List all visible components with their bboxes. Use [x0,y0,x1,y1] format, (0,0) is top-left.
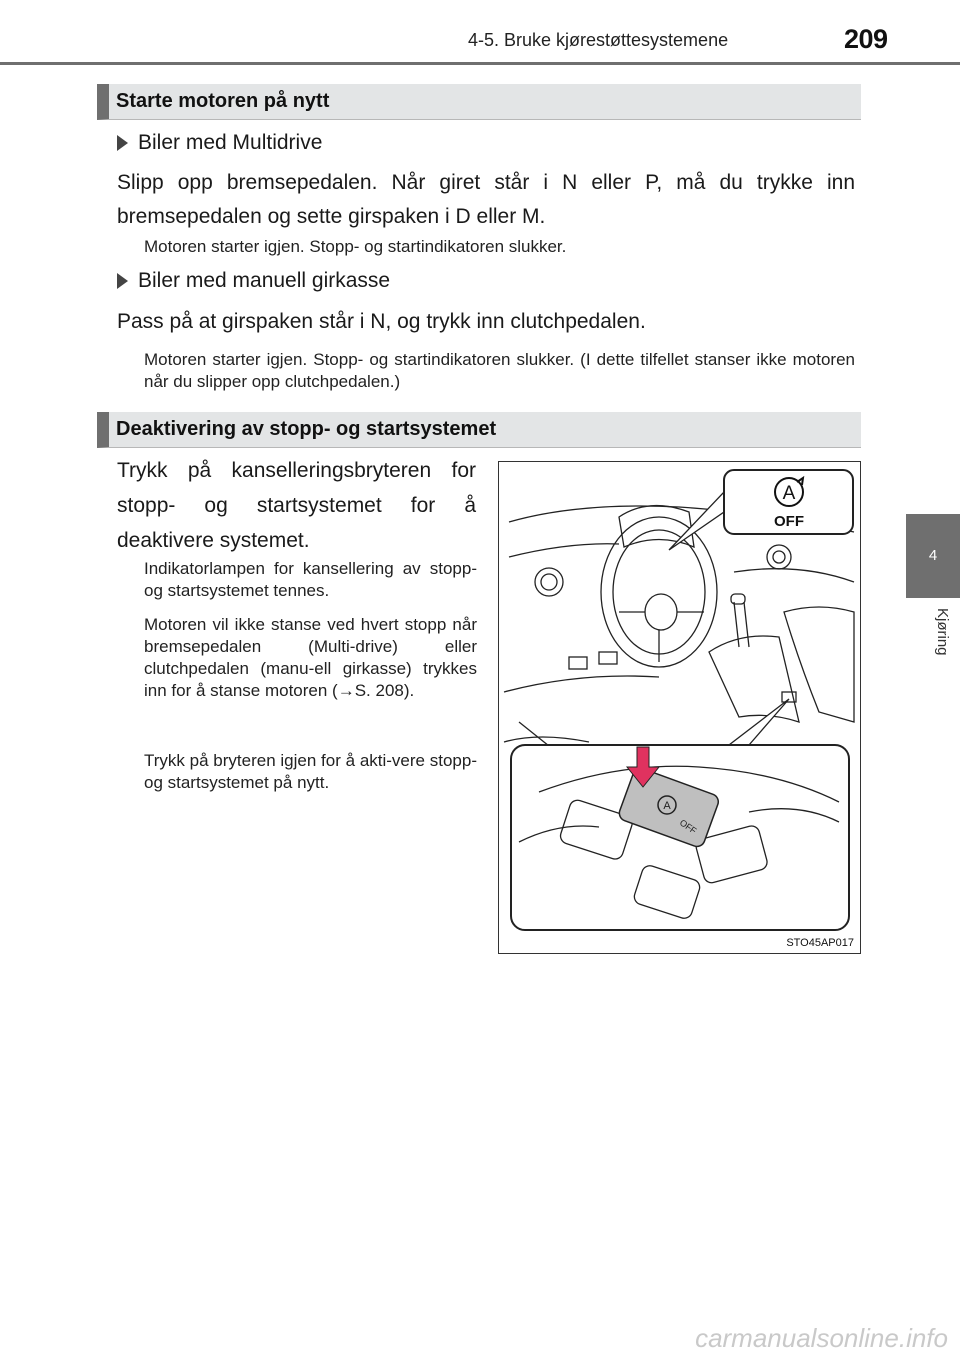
bullet-multidrive [117,131,322,155]
section-heading-text: Starte motoren på nytt [116,90,330,112]
svg-text:A: A [663,800,671,812]
page-number: 209 [844,24,888,54]
bullet-text: Biler med Multidrive [138,131,323,154]
chapter-label: Kjøring [934,608,951,656]
header-section-title: 4-5. Bruke kjørestøttesystemene [468,30,729,50]
note: Indikatorlampen for kansellering av stopp- og startsystemet tennes. [144,559,477,600]
section-heading-deactivate [97,412,861,448]
paragraph: Slipp opp bremsepedalen. Når giret står i N eller P, må du trykke inn bremsepedalen og sette girspaken i D eller M. [117,171,855,228]
watermark: carmanualsonline.info [695,1323,948,1353]
triangle-bullet-icon [117,273,128,289]
chapter-tab: 4 [906,514,960,598]
note: Motoren vil ikke stanse ved hvert stopp når bremsepedalen (Multi-drive) eller clutchpedalen (manu-ell girkasse) trykkes inn for å stanse motoren (→S. 208). [144,615,477,700]
triangle-bullet-icon [117,135,128,151]
bullet-text: Biler med manuell girkasse [138,269,391,292]
indicator-text: OFF [774,513,804,530]
svg-text:OFF: OFF [677,817,699,836]
section-heading-text: Deaktivering av stopp- og startsystemet [116,418,497,440]
paragraph: Pass på at girspaken står i N, og trykk inn clutchpedalen. [117,310,646,333]
paragraph: Trykk på kanselleringsbryteren for stopp- og startsystemet for å deaktivere systemet. [117,459,476,552]
header-divider [0,62,960,65]
dashboard-illustration [498,461,861,954]
bullet-manual [117,269,390,293]
section-heading-restart [97,84,861,120]
note: Trykk på bryteren igjen for å akti-vere stopp- og startsystemet på nytt. [144,751,477,792]
figure-code: STO45AP017 [786,937,854,949]
chapter-label-box [906,604,960,682]
indicator-letter: A [782,483,796,504]
note: Motoren starter igjen. Stopp- og startindikatoren slukker. (I dette tilfellet stanser ikke motoren når du slipper opp clutchpedalen.) [144,350,855,391]
dashboard-drawing [499,462,860,953]
note: Motoren starter igjen. Stopp- og startindikatoren slukker. [144,237,567,256]
